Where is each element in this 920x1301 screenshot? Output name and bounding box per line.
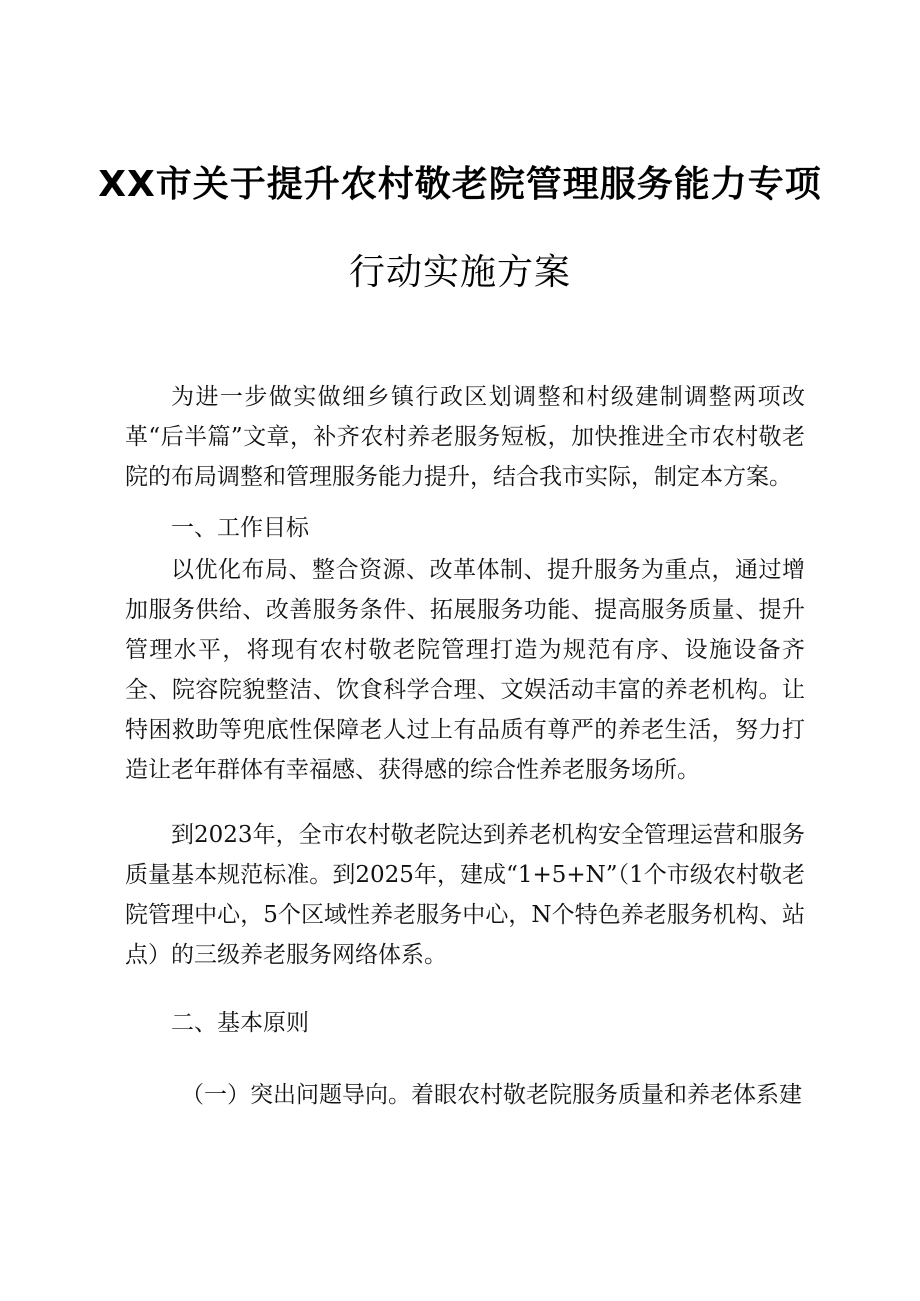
section-1-heading: 一、工作目标 <box>171 515 309 541</box>
intro-paragraph: 为进一步做实做细乡镇行政区划调整和村级建制调整两项改革“后半篇”文章，补齐农村养老服务短板，加快推进全市农村敬老院的布局调整和管理服务能力提升，结合我市实际，制定本方案。 <box>125 384 805 490</box>
section-1-paragraph-targets: 到2023年，全市农村敬老院达到养老机构安全管理运营和服务质量基本规范标准。到2025年，建成“1+5+N”（1个市级农村敬老院管理中心，5个区域性养老服务中心，N个特色养老服务机构、站点）的三级养老服务网络体系。 <box>125 822 805 968</box>
section-1-paragraph-goals: 以优化布局、整合资源、改革体制、提升服务为重点，通过增加服务供给、改善服务条件、拓展服务功能、提高服务质量、提升管理水平，将现有农村敬老院管理打造为规范有序、设施设备齐全、院容院貌整洁、饮食科学合理、文娱活动丰富的养老机构。让特困救助等兜底性保障老人过上有品质有尊严的养老生活，努力打造让老年群体有幸福感、获得感的综合性养老服务场所。 <box>125 557 805 783</box>
document-title-line-2: 行动实施方案 <box>348 252 571 293</box>
document-title-line-1: XX市关于提升农村敬老院管理服务能力专项 <box>98 164 822 205</box>
section-2-subsection-1: （一）突出问题导向。着眼农村敬老院服务质量和养老体系建 <box>181 1082 802 1108</box>
section-2-heading: 二、基本原则 <box>171 1010 309 1036</box>
